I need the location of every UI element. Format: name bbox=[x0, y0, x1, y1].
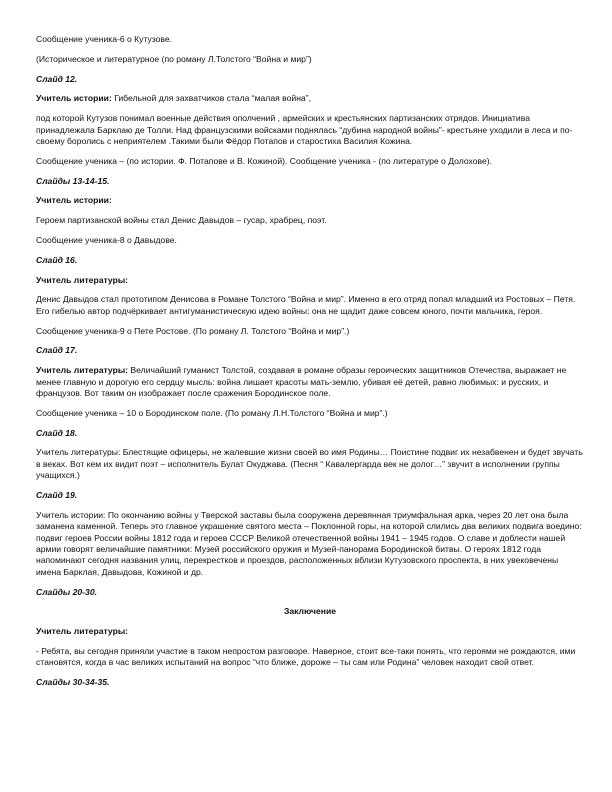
paragraph-student-report-borodino-field: Сообщение ученика – 10 о Бородинском поле. (По роману Л.Н.Толстого “Война и мир”.) bbox=[36, 407, 388, 418]
speaker-heading-literature-teacher-conclusion: Учитель литературы: bbox=[36, 626, 129, 637]
speaker-label: Учитель литературы: bbox=[36, 365, 129, 376]
paragraph-davydov-hero: Героем партизанской войны стал Денис Давыдов – гусар, храбрец, поэт. bbox=[36, 215, 327, 226]
paragraph-history-teacher-triumphal-arch: Учитель истории: По окончанию войны у Тверской заставы была сооружена деревянная триумфальная арка, через 20 лет она была заманена каменной. Теперь это главное украшение святого места – Поклонной горы, на которой слились два великих подвига воедино: подвиг героев России войны 1812 года и героев СССР Великой отечественной войны 1941 – 1945 годов. О славе и доблести нашей армии говорят величайшие памятники: Музей российского оружия и Музей-панорама Бородинской битвы. О героях 1812 года напоминают сегодня названия улиц, перекрестков и проездов, расположенных вблизи Кутузовского проспекта, в них увековечены имена Барклая, Давыдова, Кожиной и др. bbox=[36, 509, 582, 577]
paragraph-literature-teacher-okudzhava: Учитель литературы: Блестящие офицеры, не жалевшие жизни своей во имя Родины… Поистине подвиг их незабвенен и будет звучать в веках. Вот кем их видит поэт – исполнитель Булат Окуджава. (Песня “ Кавалергарда век не долог…” звучит в исполнении группы учащихся.) bbox=[36, 447, 583, 481]
slide-heading-12: Слайд 12. bbox=[36, 73, 78, 84]
paragraph-student-report-kutuzov: Сообщение ученика-6 о Кутузове. bbox=[36, 34, 173, 44]
slide-heading-16: Слайд 16. bbox=[36, 254, 78, 265]
slide-heading-18: Слайд 18. bbox=[36, 427, 78, 438]
slide-heading-19: Слайд 19. bbox=[36, 489, 78, 500]
section-title-conclusion: Заключение bbox=[283, 606, 337, 617]
paragraph-partisan-detachments: под которой Кутузов понимал военные действия ополчений , армейских и крестьянских партизанских отрядов. Инициатива принадлежала Барклаю де Толли. Над французскими войсками поднялась “дубина народной войны”- крестьяне уходили в леса и по-своему боролись с неприятелем .Такими были Фёдор Потапов и старостиха Василия Кожина. bbox=[36, 113, 573, 146]
paragraph-historical-literary-note: (Историческое и литературное (по роману Л.Толстого “Война и мир”) bbox=[36, 53, 312, 64]
paragraph-student-report-petya: Сообщение ученика-9 о Пете Ростове. (По роману Л. Толстого “Война и мир”.) bbox=[36, 325, 350, 336]
paragraph-student-reports-potapov-dolokhov: Сообщение ученика – (по истории. Ф. Потапове и В. Кожиной). Сообщение ученика - (по литературе о Долохове). bbox=[36, 155, 492, 166]
speaker-text: Гибельной для захватчиков стала “малая война”, bbox=[111, 93, 311, 104]
paragraph-student-report-davydov: Сообщение ученика-8 о Давыдове. bbox=[36, 234, 177, 245]
slide-heading-20-30: Слайды 20-30. bbox=[36, 586, 97, 597]
paragraph-denisov-petya: Денис Давыдов стал прототипом Денисова в Романе Толстого “Война и мир”. Именно в его отряд попал младший из Ростовых – Петя. Его гибелью автор подчёркивает антигуманистическую идею войны: она не щадит даже совсем юного, почти мальчика, героя. bbox=[36, 294, 576, 316]
speaker-heading-literature-teacher: Учитель литературы: bbox=[36, 274, 129, 285]
speaker-text: Величайший гуманист Толстой, создавая в романе образы героических защитников Отечества, выражает не менее главную и дорогую его сердцу мысль: война лишает красоты мать-землю, убивая её детей, равно любимых: и русских, и французов. Вот таким он изображает после сражения Бородинское поле. bbox=[36, 365, 567, 398]
paragraph-literature-teacher-tolstoy bbox=[36, 365, 584, 399]
paragraph-conclusion-heroes: - Ребята, вы сегодня приняли участие в таком непростом разговоре. Наверное, стоит все-таки понять, что героями не рождаются, ими становятся, когда в час великих испытаний на вопрос “что ближе, дороже – ты сам или Родина” человек находит свой ответ. bbox=[36, 646, 576, 668]
speaker-label: Учитель истории: bbox=[36, 93, 112, 104]
paragraph-history-teacher-small-war bbox=[36, 93, 584, 104]
slide-heading-17: Слайд 17. bbox=[36, 345, 78, 356]
slide-heading-30-35: Слайды 30-34-35. bbox=[36, 677, 110, 688]
slide-heading-13-15: Слайды 13-14-15. bbox=[36, 175, 110, 186]
speaker-heading-history-teacher: Учитель истории: bbox=[36, 195, 112, 206]
